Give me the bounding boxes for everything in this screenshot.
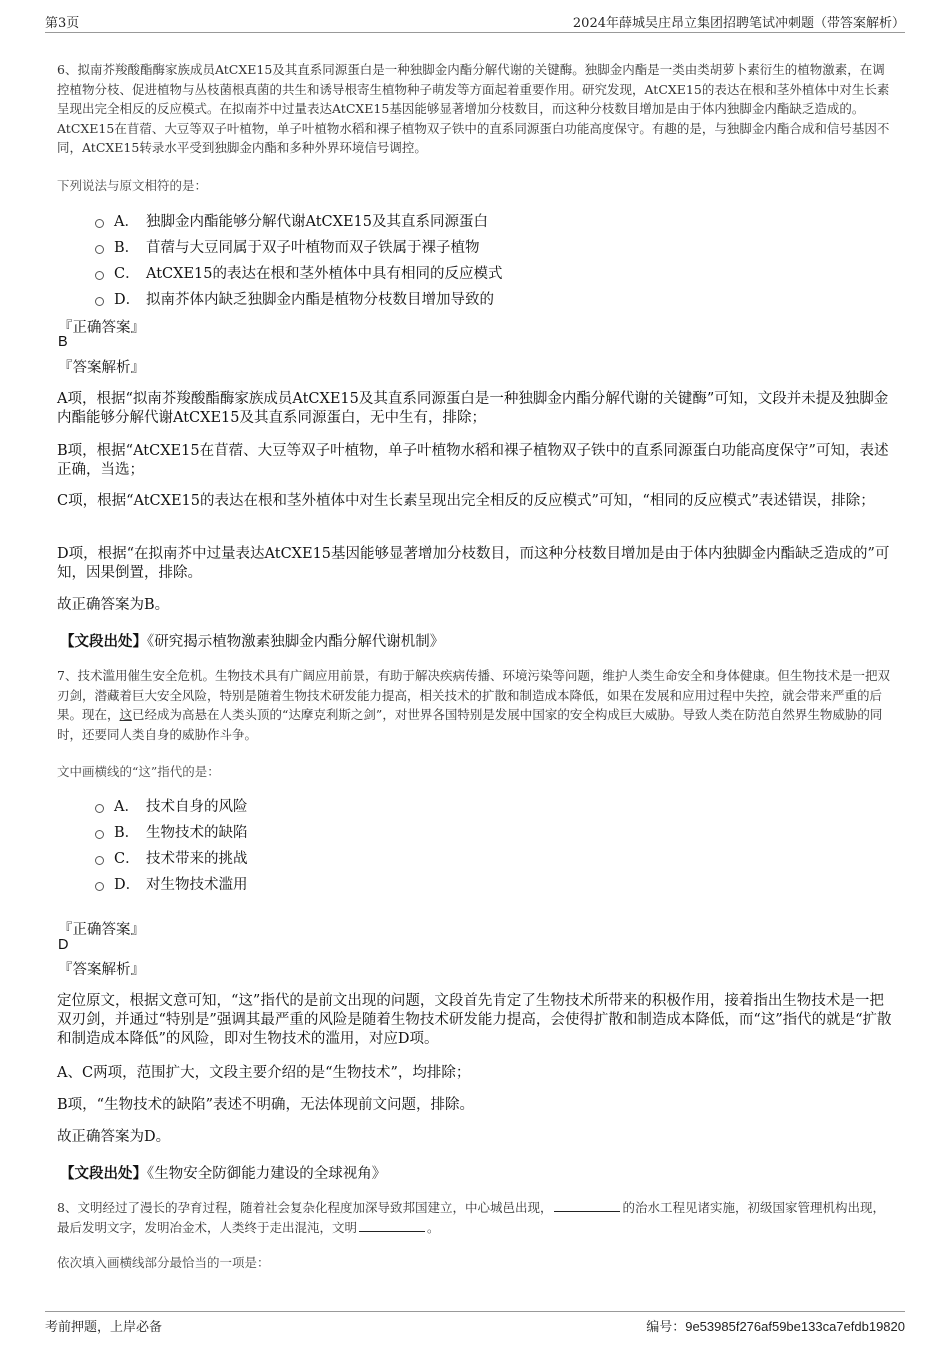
page-header xyxy=(45,0,905,33)
analysis-paragraph: C项，根据“AtCXE15的表达在根和茎外植体中对生长素呈现出完全相反的反应模式”可知，“相同的反应模式”表述错误，排除； xyxy=(57,493,875,509)
radio-icon[interactable] xyxy=(95,297,104,306)
radio-icon[interactable] xyxy=(95,830,104,839)
option-d[interactable]: D． 拟南芥体内缺乏独脚金内酯是植物分枝数目增加导致的 xyxy=(95,285,795,311)
analysis-paragraph: B项，根据“AtCXE15在苜蓿、大豆等双子叶植物，单子叶植物水稻和裸子植物双子铁中的直系同源蛋白功能高度保守”可知，表述正确，当选； xyxy=(57,443,889,478)
analysis-conclusion: 故正确答案为D。 xyxy=(57,1129,171,1145)
option-b[interactable]: B． 苜蓿与大豆同属于双子叶植物而双子铁属于裸子植物 xyxy=(95,233,795,259)
analysis-paragraph: A项，根据“拟南芥羧酸酯酶家族成员AtCXE15及其直系同源蛋白是一种独脚金内酯分解代谢的关键酶”可知，文段并未提及独脚金内酯能够分解代谢AtCXE15及其直系同源蛋白，无中生有，排除； xyxy=(57,391,889,426)
option-a[interactable]: A． 独脚金内酯能够分解代谢AtCXE15及其直系同源蛋白 xyxy=(95,207,795,233)
page-footer xyxy=(45,1311,905,1342)
option-c[interactable]: C． 技术带来的挑战 xyxy=(95,844,795,870)
radio-icon[interactable] xyxy=(95,856,104,865)
analysis-paragraph: B项，“生物技术的缺陷”表述不明确，无法体现前文问题，排除。 xyxy=(57,1097,474,1113)
option-b[interactable]: B． 生物技术的缺陷 xyxy=(95,818,795,844)
radio-icon[interactable] xyxy=(95,271,104,280)
source-line: 【文段出处】《生物安全防御能力建设的全球视角》 xyxy=(60,1165,387,1182)
radio-icon[interactable] xyxy=(95,882,104,891)
radio-icon[interactable] xyxy=(95,245,104,254)
question-6-options xyxy=(95,207,795,311)
question-6-text: 6、拟南芥羧酸酯酶家族成员AtCXE15及其直系同源蛋白是一种独脚金内酯分解代谢的关键酶。独脚金内酯是一类由类胡萝卜素衍生的植物激素，在调控植物分枝、促进植物与丛枝菌根真菌的共生和诱导根寄生植物种子萌发等方面起着重要作用。研究发现，AtCXE15的表达在根和茎外植体中对生长素呈现出完全相反的反应模式。在拟南芥中过量表达AtCXE15基因能够显著增加分枝数目，而这种分枝数目增加是由于体内独脚金内酯缺乏造成的。AtCXE15在苜蓿、大豆等双子叶植物，单子叶植物水稻和裸子植物双子铁中的直系同源蛋白功能高度保守。有趣的是，与独脚金内酯合成和信号基因不同，AtCXE15转录水平受到独脚金内酯和多种外界环境信号调控。 xyxy=(57,62,890,155)
fill-blank[interactable] xyxy=(554,1199,620,1212)
analysis-paragraph: A、C两项，范围扩大，文段主要介绍的是“生物技术”，均排除； xyxy=(57,1065,471,1081)
question-7-options xyxy=(95,792,795,896)
question-7-text: 7、技术滥用催生安全危机。生物技术具有广阔应用前景，有助于解决疾病传播、环境污染等问题，维护人类生命安全和身体健康。但生物技术是一把双刃剑，潜藏着巨大安全风险，特别是随着生物技术研发能力提高，相关技术的扩散和制造成本降低，如果在发展和应用过程中失控，就会带来严重的后果。现在，这已经成为高悬在人类头顶的“达摩克利斯之剑”，对世界各国特别是发展中国家的安全构成巨大威胁。导致人类在防范自然界生物威胁的同时，还要同人类自身的威胁作斗争。 xyxy=(57,668,890,742)
question-7-prompt: 文中画横线的“这”指代的是： xyxy=(57,764,220,779)
analysis-paragraph: D项，根据“在拟南芥中过量表达AtCXE15基因能够显著增加分枝数目，而这种分枝数目增加是由于体内独脚金内酯缺乏造成的”可知，因果倒置，排除。 xyxy=(57,546,890,581)
analysis-paragraph: 定位原文，根据文意可知，“这”指代的是前文出现的问题，文段首先肯定了生物技术所带来的积极作用，接着指出生物技术是一把双刃剑，并通过“特别是”强调其最严重的风险是随着生物技术研发能力提高，会使得扩散和制造成本降低，而“这”指代的就是“扩散和制造成本降低”的风险，即对生物技术的滥用，对应D项。 xyxy=(57,993,892,1047)
question-6-prompt: 下列说法与原文相符的是： xyxy=(57,178,208,193)
option-a[interactable]: A． 技术自身的风险 xyxy=(95,792,795,818)
analysis-label: 『答案解析』 xyxy=(58,962,145,978)
question-8-prompt: 依次填入画横线部分最恰当的一项是： xyxy=(57,1255,270,1270)
analysis-label: 『答案解析』 xyxy=(58,360,145,376)
underlined-word: 这 xyxy=(119,707,133,722)
document-code: 编号：9e53985f276af59be133ca7efdb19820 xyxy=(646,1319,905,1334)
option-d[interactable]: D． 对生物技术滥用 xyxy=(95,870,795,896)
option-c[interactable]: C． AtCXE15的表达在根和茎外植体中具有相同的反应模式 xyxy=(95,259,795,285)
fill-blank[interactable] xyxy=(359,1219,425,1232)
footer-slogan: 考前押题，上岸必备 xyxy=(45,1320,163,1335)
correct-answer: D xyxy=(58,937,69,953)
source-line: 【文段出处】《研究揭示植物激素独脚金内酯分解代谢机制》 xyxy=(60,633,445,650)
radio-icon[interactable] xyxy=(95,219,104,228)
correct-answer-label: 『正确答案』 xyxy=(58,922,145,938)
page-number: 第3页 xyxy=(45,16,80,31)
analysis-conclusion: 故正确答案为B。 xyxy=(57,597,170,613)
correct-answer-label: 『正确答案』 xyxy=(58,320,145,336)
correct-answer: B xyxy=(58,334,68,350)
document-title: 2024年薛城吴庄昂立集团招聘笔试冲刺题（带答案解析） xyxy=(572,16,905,31)
question-8-text: 8、文明经过了漫长的孕育过程，随着社会复杂化程度加深导致邦国建立，中心城邑出现， 的治水工程见诸实施，初级国家管理机构出现，最后发明文字，发明冶金术，人类终于走出混沌，文明 。 xyxy=(57,1200,885,1235)
radio-icon[interactable] xyxy=(95,804,104,813)
